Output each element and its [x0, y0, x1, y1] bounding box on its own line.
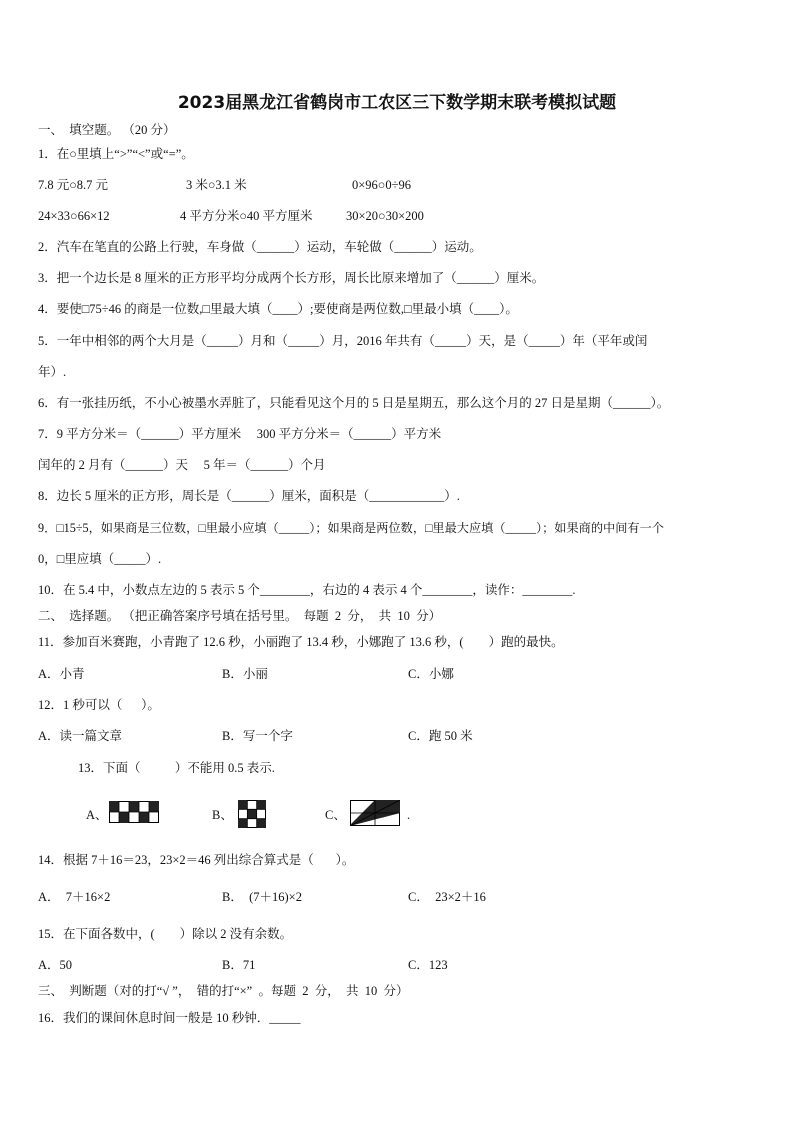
question-13: 13．下面（ ）不能用 0.5 表示. — [78, 761, 275, 775]
q13-label-c: C、 — [325, 808, 346, 822]
question-4: 4．要使□75÷46 的商是一位数,□里最大填（____）;要使商是两位数,□里最小填（____）。 — [38, 302, 518, 316]
q13-label-a: A、 — [86, 808, 108, 822]
question-5: 5．一年中相邻的两个大月是（_____）月和（_____）月，2016 年共有（_____）天，是（_____）年（平年或闰 — [38, 334, 648, 348]
q12-option-b: B．写一个字 — [222, 729, 293, 743]
section-heading-fill-blank: 一、 填空题。 （20 分） — [38, 123, 176, 137]
q12-option-c: C．跑 50 米 — [408, 729, 473, 743]
question-1: 1．在○里填上“>”“<”或“=”。 — [38, 147, 194, 161]
q11-option-a: A．小青 — [38, 667, 85, 681]
question-7-continued: 闰年的 2 月有（______）天 5 年＝（______）个月 — [38, 458, 326, 472]
question-2: 2．汽车在笔直的公路上行驶，车身做（______）运动，车轮做（______）运动。 — [38, 240, 482, 254]
q13-label-b: B、 — [212, 808, 233, 822]
q1-item: 0×96○0÷96 — [352, 178, 411, 192]
question-6: 6．有一张挂历纸，不小心被墨水弄脏了，只能看见这个月的 5 日是星期五，那么这个月的 27 日是星期（______）。 — [38, 396, 670, 410]
q11-option-c: C．小娜 — [408, 667, 454, 681]
section-heading-judge: 三、 判断题（对的打“√ ”， 错的打“×” 。每题 2 分， 共 10 分） — [38, 984, 409, 998]
q1-item: 3 米○3.1 米 — [186, 178, 247, 192]
question-16: 16．我们的课间休息时间一般是 10 秒钟．_____ — [38, 1011, 301, 1025]
q15-option-a: A．50 — [38, 958, 73, 972]
q15-option-c: C．123 — [408, 958, 448, 972]
question-10: 10．在 5.4 中，小数点左边的 5 表示 5 个________，右边的 4 表示 4 个________，读作：________. — [38, 583, 576, 597]
q1-item: 24×33○66×12 — [38, 209, 110, 223]
q12-option-a: A．读一篇文章 — [38, 729, 123, 743]
question-9-continued: 0，□里应填（_____）. — [38, 552, 162, 566]
q13-figure-c — [350, 800, 400, 826]
q14-option-a: A． 7＋16×2 — [38, 890, 111, 904]
q1-item: 4 平方分米○40 平方厘米 — [180, 209, 313, 223]
question-3: 3．把一个边长是 8 厘米的正方形平均分成两个长方形，周长比原来增加了（______）厘米。 — [38, 271, 545, 285]
q15-option-b: B．71 — [222, 958, 256, 972]
question-14: 14．根据 7＋16＝23，23×2＝46 列出综合算式是（ ）。 — [38, 853, 355, 867]
question-12: 12．1 秒可以（ ）。 — [38, 698, 160, 712]
q13-figure-end-dot: . — [407, 808, 411, 822]
question-15: 15．在下面各数中，( ）除以 2 没有余数。 — [38, 927, 293, 941]
question-5-continued: 年）. — [38, 365, 67, 379]
q14-option-c: C． 23×2＋16 — [408, 890, 486, 904]
page-title: 2023届黑龙江省鹤岗市工农区三下数学期末联考模拟试题 — [177, 93, 617, 113]
question-7: 7．9 平方分米＝（______）平方厘米 300 平方分米＝（______）平方米 — [38, 427, 442, 441]
question-9: 9．□15÷5，如果商是三位数，□里最小应填（_____）；如果商是两位数，□里最大应填（_____）；如果商的中间有一个 — [38, 521, 664, 535]
question-11: 11．参加百米赛跑，小青跑了 12.6 秒，小丽跑了 13.4 秒，小娜跑了 13.6 秒，( ）跑的最快。 — [38, 635, 564, 649]
q11-option-b: B．小丽 — [222, 667, 268, 681]
section-heading-choice: 二、 选择题。 （把正确答案序号填在括号里。 每题 2 分， 共 10 分） — [38, 609, 442, 623]
q13-figure-a — [109, 801, 159, 823]
question-8: 8．边长 5 厘米的正方形，周长是（______）厘米，面积是（____________）. — [38, 489, 460, 503]
q1-item: 30×20○30×200 — [346, 209, 424, 223]
q14-option-b: B． (7＋16)×2 — [222, 890, 302, 904]
q13-figure-b — [238, 800, 266, 828]
q1-item: 7.8 元○8.7 元 — [38, 178, 109, 192]
